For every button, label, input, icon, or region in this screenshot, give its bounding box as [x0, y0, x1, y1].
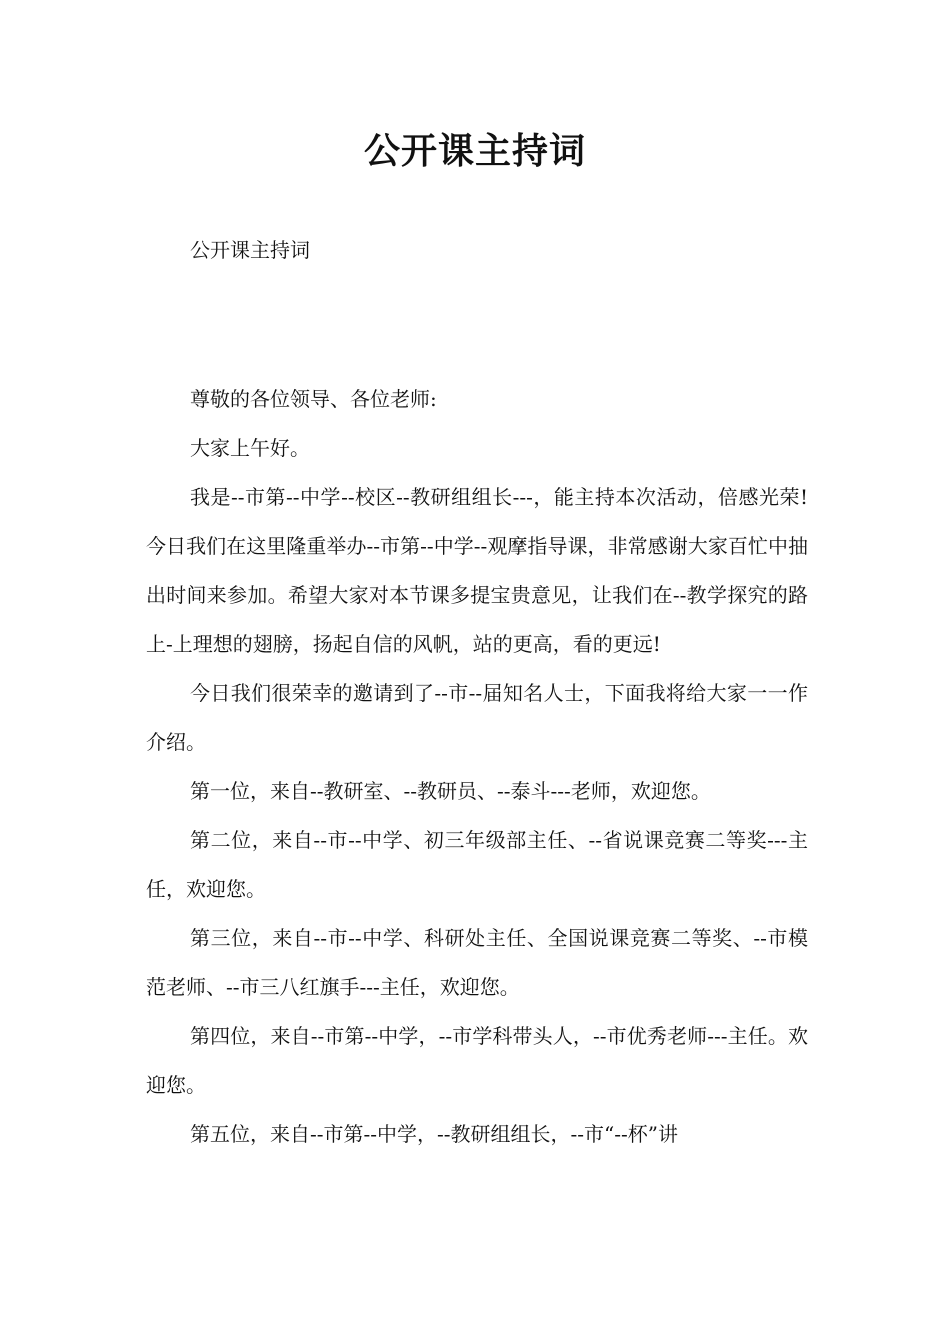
guest-intro-paragraph: 今日我们很荣幸的邀请到了--市--届知名人士，下面我将给大家一一作介绍。	[146, 681, 808, 754]
guest-3-paragraph: 第三位，来自--市--中学、科研处主任、全国说课竞赛二等奖、--市模范老师、--市三八红旗手---主任，欢迎您。	[146, 926, 808, 999]
document-title: 公开课主持词	[363, 131, 586, 172]
guest-5-paragraph: 第五位，来自--市第--中学，--教研组组长，--市“--杯”讲	[190, 1122, 679, 1146]
guest-4-paragraph: 第四位，来自--市第--中学，--市学科带头人，--市优秀老师---主任。欢迎您。	[146, 1024, 808, 1097]
salutation: 尊敬的各位领导、各位老师:	[190, 387, 437, 411]
document-subtitle: 公开课主持词	[190, 238, 310, 262]
guest-2-paragraph: 第二位，来自--市--中学、初三年级部主任、--省说课竞赛二等奖---主任，欢迎您。	[146, 828, 808, 901]
guest-1-paragraph: 第一位，来自--教研室、--教研员、--泰斗---老师，欢迎您。	[190, 779, 711, 803]
greeting: 大家上午好。	[190, 436, 310, 460]
opening-paragraph: 我是--市第--中学--校区--教研组组长---，能主持本次活动，倍感光荣!今日我们在这里隆重举办--市第--中学--观摩指导课，非常感谢大家百忙中抽出时间来参加。希望大家对本节课多提宝贵意见，让我们在--教学探究的路上-上理想的翅膀，扬起自信的风帆，站的更高，看的更远!	[146, 485, 808, 656]
document-body	[146, 226, 808, 1159]
